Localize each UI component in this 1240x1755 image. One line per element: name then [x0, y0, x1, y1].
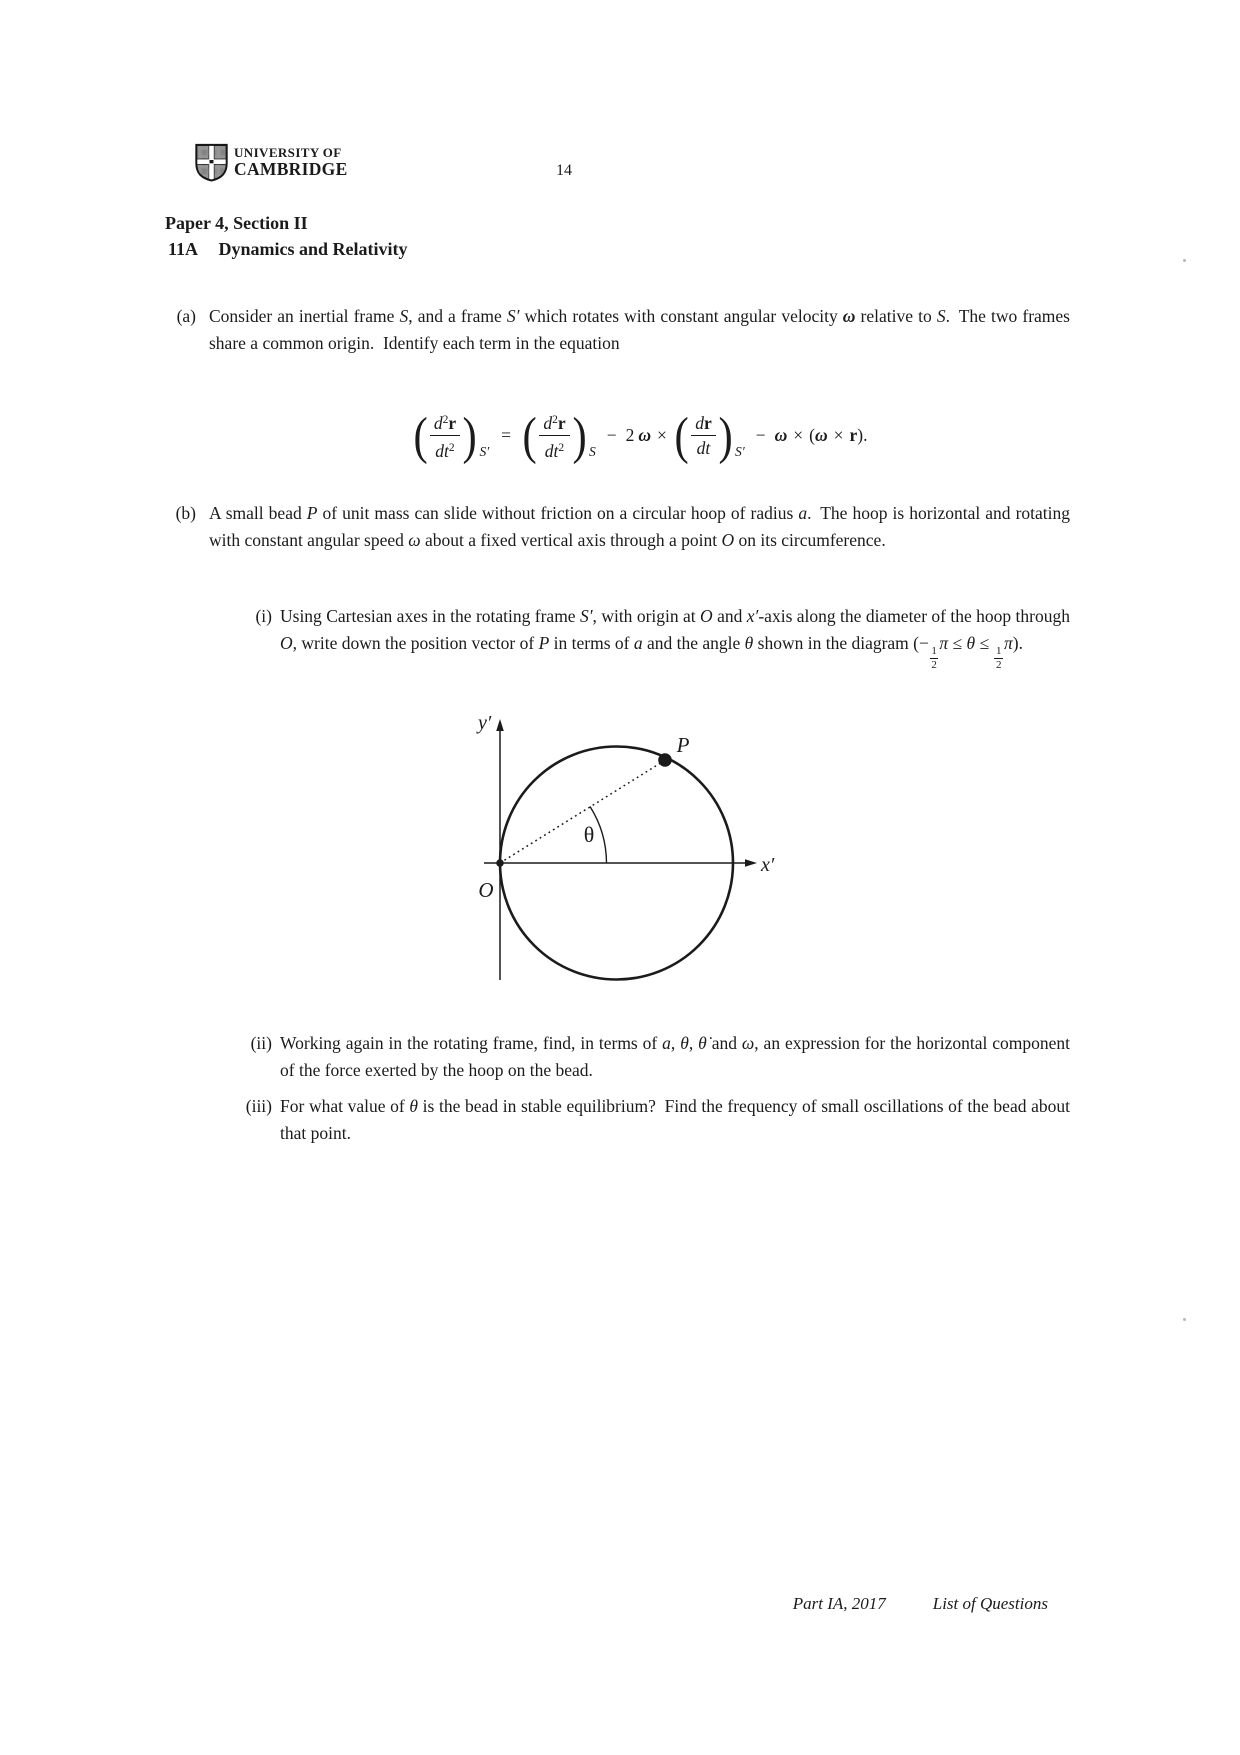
x-axis-label: x′ — [761, 854, 775, 876]
part-b-text: A small bead P of unit mass can slide without friction on a circular hoop of radius a. The hoop is horizontal and rotating with constant angular speed ω about a fixed vertical axis through a point O on its circumference. — [209, 503, 1071, 550]
fraction-d2r-dt2: $\frac{d^2r}{dt^2}$ — [430, 410, 460, 461]
cambridge-crest-icon — [195, 143, 228, 182]
minus-sign: − — [606, 424, 617, 445]
frame-subscript: S′ — [479, 444, 490, 459]
question-code: 11A — [168, 239, 199, 259]
part-i-paragraph — [255, 603, 1070, 671]
footer-list: List of Questions — [932, 1594, 1048, 1613]
section-title: Paper 4, Section II — [165, 213, 308, 233]
open-paren: ( — [809, 424, 815, 445]
frame-subscript: S — [588, 444, 596, 459]
op-dotted-line — [500, 762, 663, 864]
y-axis-arrow-icon — [496, 719, 504, 731]
position-vector-r: r — [849, 424, 858, 445]
close-paren: ) — [857, 424, 864, 445]
fraction-d2r-dt2: $\frac{d^2r}{dt^2}$ — [539, 410, 569, 461]
wordmark-line1: UNIVERSITY OF — [234, 145, 342, 160]
part-b-paragraph — [175, 500, 1071, 554]
part-i-label: (i) — [255, 606, 272, 626]
frame-subscript: S′ — [735, 444, 745, 459]
cross-product: × — [833, 424, 844, 445]
part-ii-paragraph — [250, 1030, 1071, 1084]
question-title — [168, 239, 408, 260]
footer-part: Part IA, 2017 — [792, 1594, 886, 1613]
part-ii-label: (ii) — [250, 1033, 272, 1053]
omega-vector: ω — [814, 424, 828, 445]
part-a-text: Consider an inertial frame S, and a frame S′ which rotates with constant angular velocity ω relative to S. The two frames share a common origin. Identify each term in the equation — [209, 306, 1070, 353]
wordmark-line2: CAMBRIDGE — [234, 159, 348, 179]
part-ii-text: Working again in the rotating frame, find, in terms of a, θ, θ̇ and ω, an expression for the horizontal component of the force exerted by the hoop on the bead. — [280, 1033, 1071, 1080]
angle-label: θ — [583, 822, 595, 847]
y-axis-label: y′ — [478, 712, 492, 734]
rotating-frame-equation: ( $\frac{d^2r}{dt^2}$ ) S′ = ( $\frac{d^2r}{dt^2}$ ) S − 2 ω × ( $\frac{dr}{dt}$ ) S′ − ω × ( ω × r ) . — [413, 408, 868, 465]
part-a-label: (a) — [176, 306, 196, 326]
part-iii-paragraph — [245, 1093, 1071, 1147]
page-footer — [209, 1594, 1048, 1614]
minus-sign: − — [755, 424, 766, 445]
x-axis-arrow-icon — [745, 859, 757, 867]
cross-product: × — [656, 424, 667, 445]
bead-label: P — [676, 733, 690, 757]
part-a-paragraph — [176, 303, 1070, 357]
cross-product: × — [793, 424, 804, 445]
part-iii-label: (iii) — [245, 1096, 272, 1116]
page-number: 14 — [556, 162, 572, 179]
hoop-diagram — [455, 693, 800, 995]
bead-point — [658, 753, 672, 767]
question-subject: Dynamics and Relativity — [218, 239, 408, 259]
margin-dot — [1183, 1318, 1186, 1321]
part-b-label: (b) — [175, 503, 196, 523]
omega-vector: ω — [638, 424, 651, 445]
equation-period: . — [863, 424, 868, 445]
fraction-dr-dt: $\frac{dr}{dt}$ — [691, 413, 716, 458]
part-i-text: Using Cartesian axes in the rotating frame S′, with origin at O and x′-axis along the diameter of the hoop through O, write down the position vector of P in terms of a and the angle θ shown in the diagram (− $\frac{1}{2}$ π ≤ θ ≤ $\frac{1}{2}$ π). — [280, 606, 1070, 671]
part-iii-text: For what value of θ is the bead in stable equilibrium? Find the frequency of small oscillations of the bead about that point. — [280, 1096, 1071, 1143]
origin-label: O — [478, 878, 494, 902]
university-wordmark — [234, 146, 348, 179]
omega-vector: ω — [774, 424, 788, 445]
coefficient-two: 2 — [625, 424, 635, 445]
origin-point — [496, 859, 504, 867]
equals-sign: = — [501, 424, 512, 445]
margin-dot — [1183, 259, 1186, 262]
